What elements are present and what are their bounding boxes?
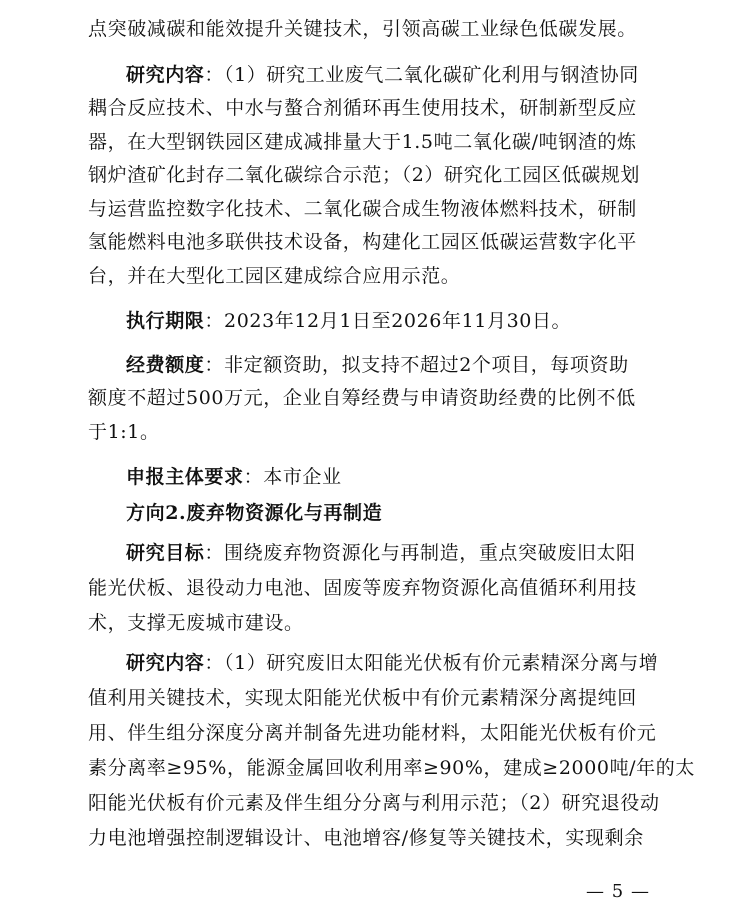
body-line: 力电池增强控制逻辑设计、电池增容/修复等关键技术，实现剩余 <box>88 827 644 849</box>
section-label: 研究目标 <box>126 542 205 564</box>
paragraph-first-line: 研究内容：（1）研究工业废气二氧化碳矿化利用与钢渣协同 <box>126 64 639 86</box>
body-line: 能光伏板、退役动力电池、固废等废弃物资源化高值循环利用技 <box>88 577 637 599</box>
section-label: 申报主体要求 <box>126 466 244 488</box>
body-line: 钢炉渣矿化封存二氧化碳综合示范；（2）研究化工园区低碳规划 <box>88 164 640 186</box>
body-line: 素分离率≥95%，能源金属回收利用率≥90%，建成≥2000吨/年的太 <box>88 757 695 779</box>
paragraph-first-line: 申报主体要求：本市企业 <box>126 466 342 488</box>
body-line: 于1:1。 <box>88 421 160 443</box>
body-line: 阳能光伏板有价元素及伴生组分分离与利用示范；（2）研究退役动 <box>88 792 660 814</box>
section-label: 研究内容 <box>126 64 205 86</box>
body-line: 点突破减碳和能效提升关键技术，引领高碳工业绿色低碳发展。 <box>88 18 637 40</box>
body-line: 额度不超过500万元，企业自筹经费与申请资助经费的比例不低 <box>88 387 636 409</box>
body-line: 术，支撑无废城市建设。 <box>88 612 304 634</box>
paragraph-first-line: 经费额度：非定额资助，拟支持不超过2个项目，每项资助 <box>126 354 629 376</box>
section-label: 执行期限 <box>126 310 205 332</box>
paragraph-first-line: 研究内容：（1）研究废旧太阳能光伏板有价元素精深分离与增 <box>126 652 659 674</box>
section-label: 研究内容 <box>126 652 205 674</box>
body-line: 用、伴生组分深度分离并制备先进功能材料，太阳能光伏板有价元 <box>88 722 657 744</box>
page-number: — 5 — <box>586 881 650 902</box>
body-line: 值利用关键技术，实现太阳能光伏板中有价元素精深分离提纯回 <box>88 687 637 709</box>
body-line: 器，在大型钢铁园区建成减排量大于1.5吨二氧化碳/吨钢渣的炼 <box>88 131 637 153</box>
paragraph-first-line: 执行期限：2023年12月1日至2026年11月30日。 <box>126 310 572 332</box>
paragraph-first-line: 研究目标：围绕废弃物资源化与再制造，重点突破废旧太阳 <box>126 542 636 564</box>
section-label: 经费额度 <box>126 354 205 376</box>
section-heading: 方向2.废弃物资源化与再制造 <box>126 502 383 524</box>
body-line: 耦合反应技术、中水与螯合剂循环再生使用技术，研制新型反应 <box>88 97 637 119</box>
body-line: 氢能燃料电池多联供技术设备，构建化工园区低碳运营数字化平 <box>88 231 637 253</box>
body-line: 台，并在大型化工园区建成综合应用示范。 <box>88 265 461 287</box>
body-line: 与运营监控数字化技术、二氧化碳合成生物液体燃料技术，研制 <box>88 198 637 220</box>
